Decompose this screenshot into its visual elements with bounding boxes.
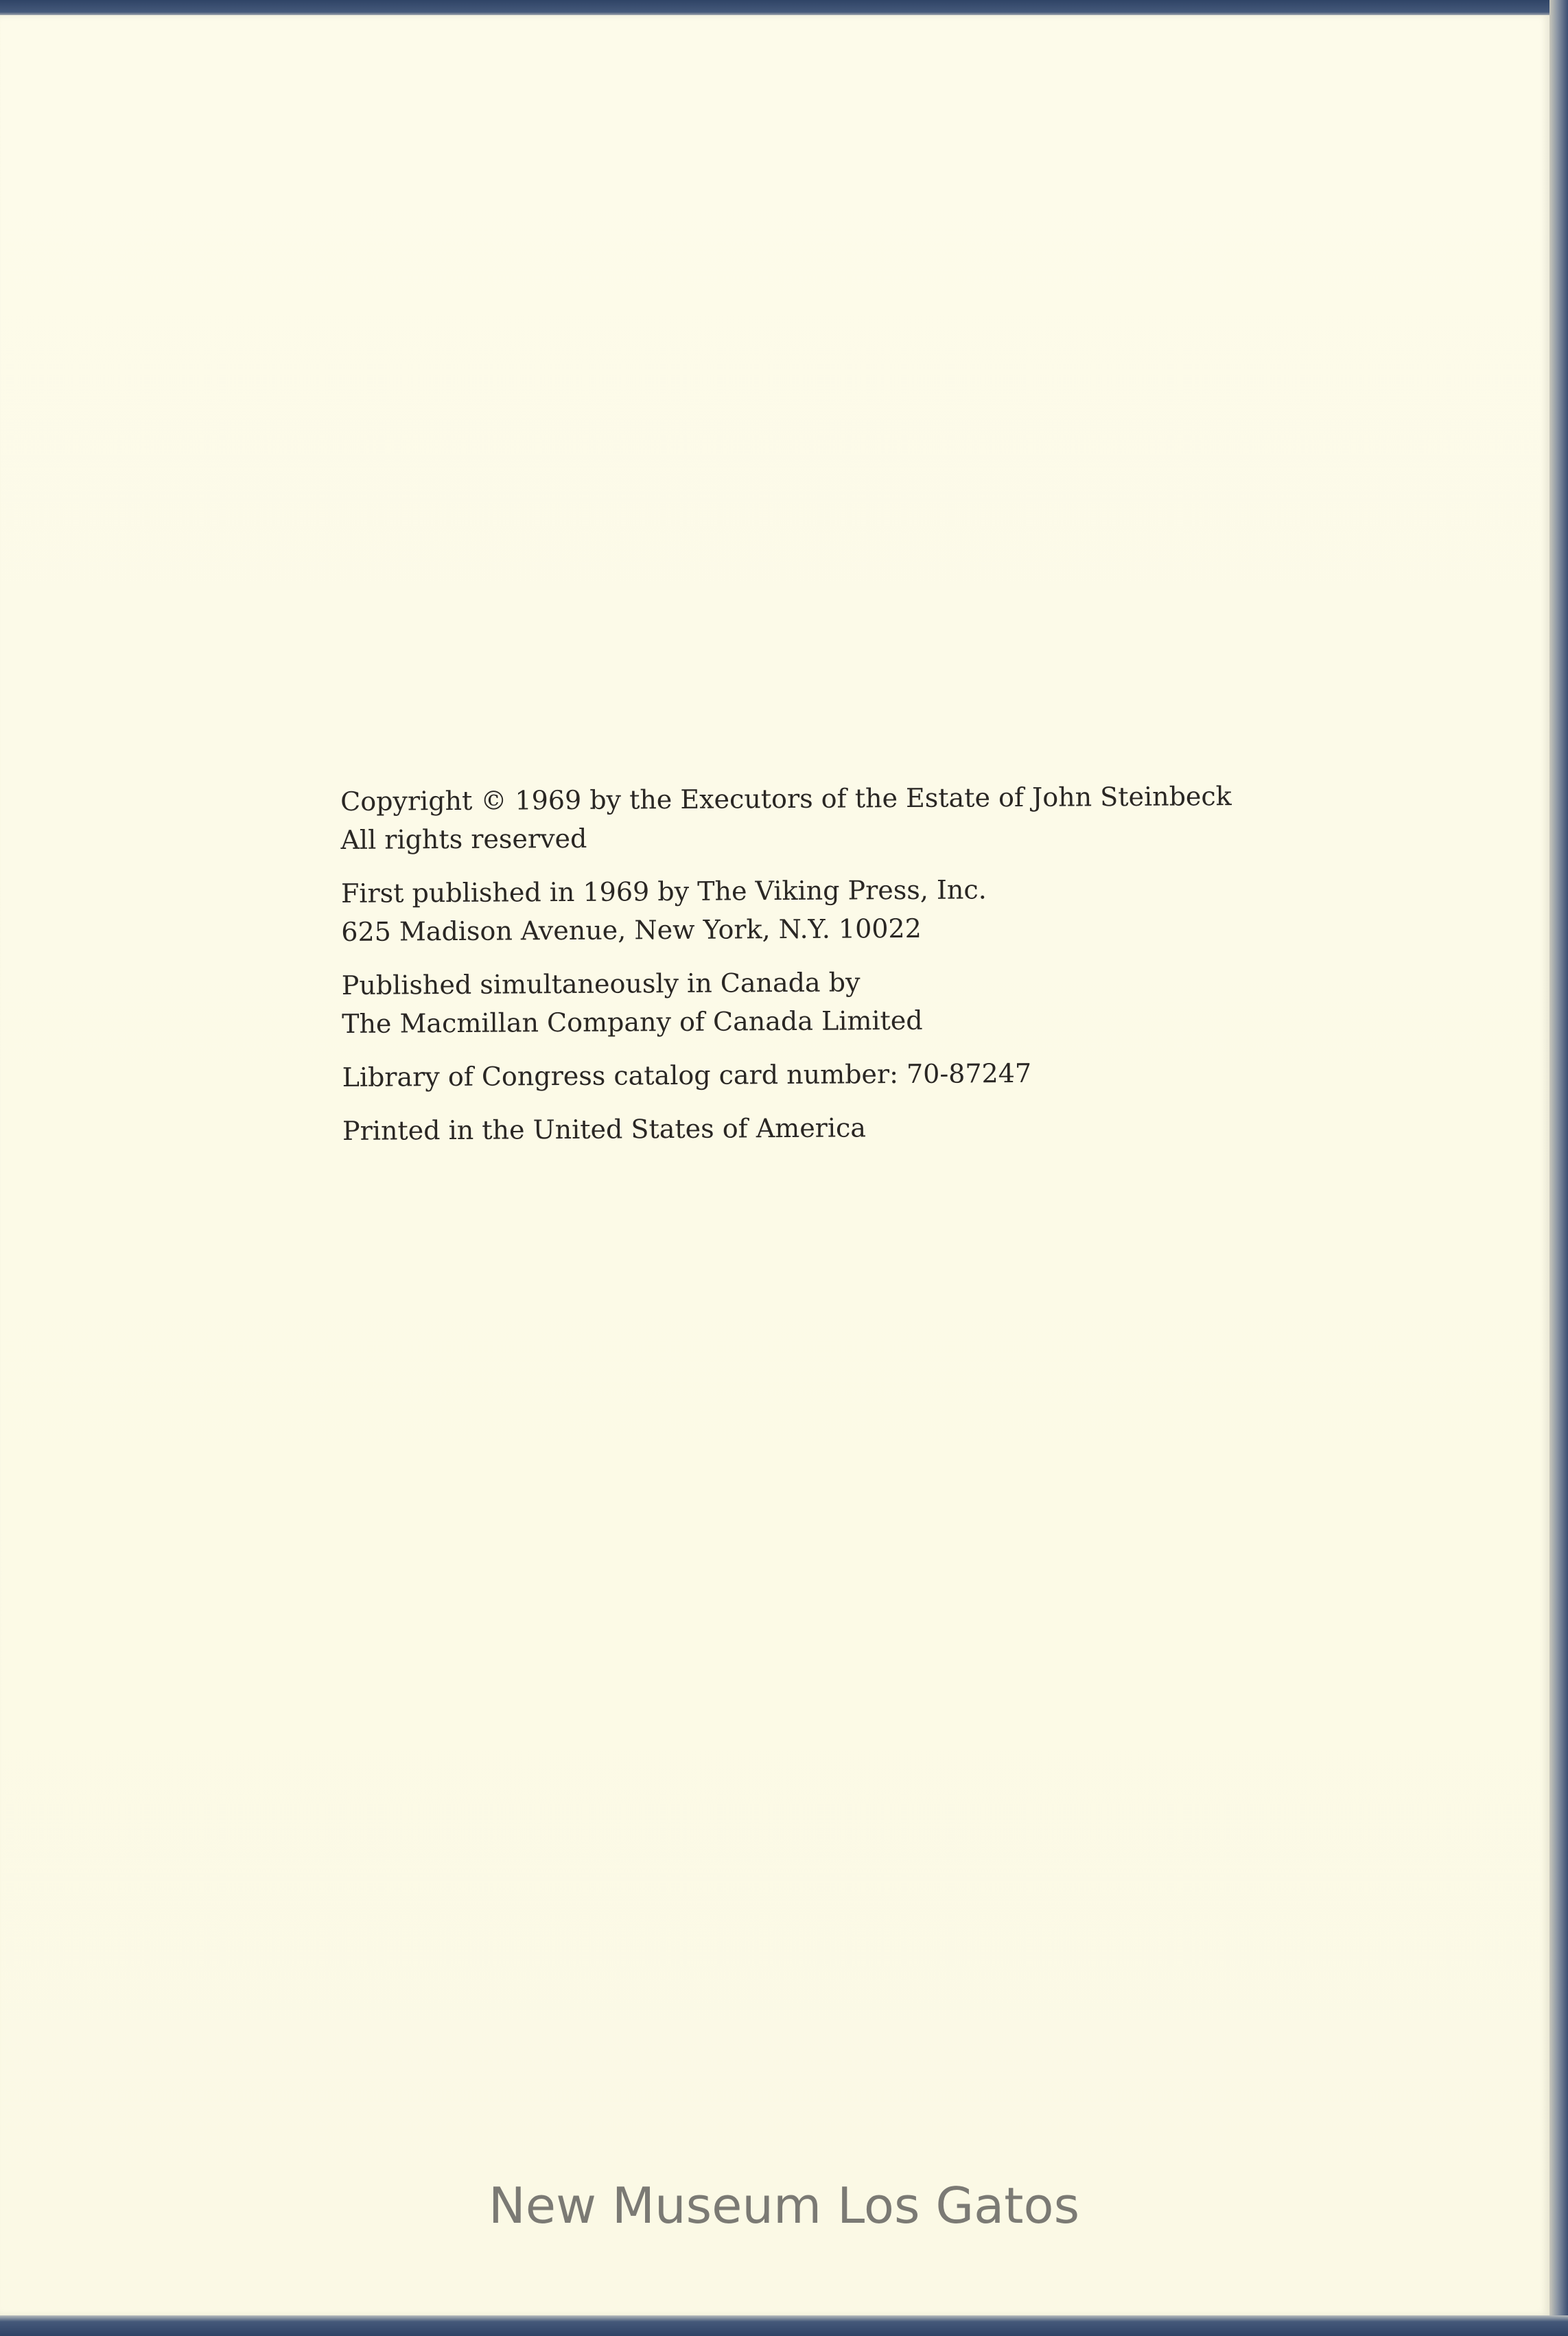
printed-block bbox=[342, 1106, 1303, 1150]
canada-publisher-line: The Macmillan Company of Canada Limited bbox=[342, 1005, 923, 1039]
rights-reserved-line: All rights reserved bbox=[340, 823, 587, 855]
canada-publication-block bbox=[342, 960, 1303, 1043]
copyright-colophon bbox=[340, 776, 1303, 1165]
book-cover-right-edge bbox=[1549, 0, 1568, 2336]
first-published-line: First published in 1969 by The Viking Press, Inc. bbox=[340, 874, 987, 909]
copyright-block bbox=[340, 776, 1302, 859]
printed-in-line: Printed in the United States of America bbox=[342, 1112, 867, 1146]
catalog-number-line: Library of Congress catalog card number: 70-87247 bbox=[342, 1058, 1032, 1093]
publisher-address-line: 625 Madison Avenue, New York, N.Y. 10022 bbox=[341, 913, 922, 947]
book-page bbox=[0, 15, 1549, 2315]
museum-watermark: New Museum Los Gatos bbox=[488, 2177, 1080, 2234]
publication-block bbox=[341, 868, 1302, 951]
canada-published-line: Published simultaneously in Canada by bbox=[341, 967, 861, 1001]
copyright-line: Copyright © 1969 by the Executors of the Estate of John Steinbeck bbox=[340, 781, 1232, 817]
book-cover-top-edge bbox=[0, 0, 1568, 15]
book-cover-bottom-edge bbox=[0, 2315, 1568, 2336]
catalog-block bbox=[342, 1052, 1302, 1097]
